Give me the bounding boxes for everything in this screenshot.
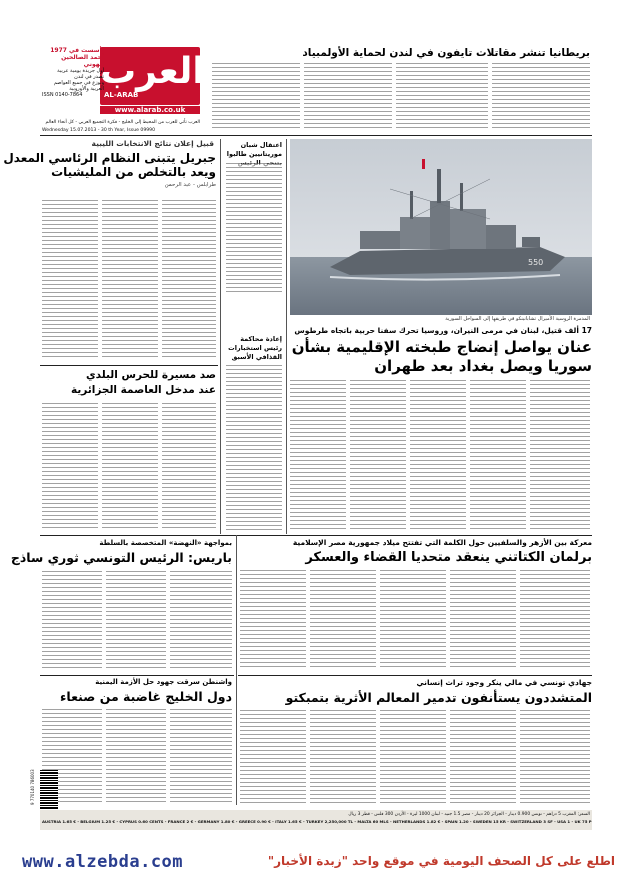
price-line-arabic: السعر: المغرب 5 دراهم - تونس 0.900 دينار - الجزائر 20 دينار - مصر 1.5 جنيه - لبنان 1000 ليرة - الأردن 300 فلس - قطر 3 ريال	[348, 812, 590, 817]
column-divider	[236, 535, 237, 805]
section-rule	[238, 675, 592, 676]
column-divider	[220, 139, 221, 534]
logo-arabic: العرب	[100, 51, 205, 92]
founder-line: تصدر في لندن	[74, 74, 104, 80]
sidebar-col	[226, 365, 282, 530]
photo-caption: المدمرة الروسية الأميرال تشابانينكو في طريقها إلى السواحل السورية	[445, 316, 590, 322]
logo-latin: AL-ARAB	[104, 91, 139, 99]
promo-banner	[0, 848, 632, 882]
mali-kicker: جهادي تونسي في مالي ينكر وجود تراث إنساني	[416, 678, 592, 687]
algeria-col	[102, 403, 158, 531]
section-rule	[40, 675, 234, 676]
founder-line: تأسست في 1977	[50, 47, 104, 54]
egypt-col	[240, 570, 306, 670]
promo-text[interactable]: اطلع على كل الصحف اليومية في موقع واحد "زبدة الأخبار"	[267, 854, 615, 868]
founder-line: العربية والأوروبية	[69, 86, 104, 92]
algeria-headline-line1[interactable]: صد مسيرة للحرس البلدي	[86, 369, 216, 381]
column-divider	[286, 139, 287, 534]
lead-col	[410, 380, 466, 530]
masthead-tagline: العرب تأتي للعرب من المحيط إلى الخليج - فكرة التجميع العربي - كل أنحاء العالم	[45, 120, 200, 125]
gulf-col	[106, 709, 166, 805]
mali-col	[520, 710, 590, 805]
libya-col	[162, 200, 216, 360]
mali-headline[interactable]: المتشددون يستأنفون تدمير المعالم الأثرية بتمبكتو	[285, 690, 592, 705]
promo-website[interactable]: www.alzebda.com	[22, 852, 184, 872]
sidebar-subhead-text: إعادة محاكمة رئيس استخبارات القذافي	[228, 335, 282, 361]
top-story-col	[492, 63, 590, 131]
lead-story-headline-line1[interactable]: عنان يواصل إنضاج طبخته الإقليمية بشأن	[291, 338, 592, 356]
section-rule	[40, 365, 218, 366]
logo	[100, 47, 205, 105]
tunisia-col	[170, 571, 232, 671]
top-story-col	[396, 63, 488, 131]
mali-col	[450, 710, 516, 805]
masthead-rule	[40, 135, 592, 136]
section-rule	[40, 535, 592, 536]
mali-col	[380, 710, 446, 805]
algeria-headline-line2[interactable]: عند مدخل العاصمة الجزائرية	[71, 384, 216, 396]
sidebar-subhead-text2: الأسبق	[231, 353, 254, 361]
lead-col	[350, 380, 406, 530]
libya-byline: طرابلس - عبد الرحمن	[164, 182, 216, 188]
barcode	[40, 770, 58, 810]
libya-col	[102, 200, 158, 360]
libya-col	[42, 200, 98, 360]
issn: ISSN 0140-7864	[42, 92, 83, 98]
tunisia-col	[42, 571, 102, 671]
tunisia-headline[interactable]: باريس: الرئيس التونسي ثوري ساذج	[10, 550, 232, 565]
price-bar	[40, 810, 592, 830]
gulf-col	[170, 709, 232, 805]
price-line-latin: AUSTRIA 1.65 € - BELGIUM 1.25 € - CYPRUS 0.60 CENTS - FRANCE 2 € - GERMANY 1.80 € - GREECE 0.90 € - ITALY 1.65 € - TURKEY 2,250,000 TL - MALTA 60 MLS - NETHERLANDS 1.82 € - SPAIN 1.20 - SWEDEN 15 KR - SWITZERLAND 3 SF - USA 1 - UK 75 P	[42, 819, 592, 824]
egypt-headline[interactable]: برلمان الكتاتني ينعقد متحديا القضاء والعسكر	[305, 550, 592, 565]
mali-col	[240, 710, 306, 805]
libya-headline-line2[interactable]: ويعد بالتخلص من المليشيات	[51, 165, 216, 179]
tunisia-kicker: بمواجهة «النهضة» المتخصصة بالسلطة	[99, 539, 232, 547]
newspaper-page	[3, 35, 602, 835]
founder-line: أحمد الصالحين الهوني	[61, 54, 104, 68]
date-line: Wednesday 15.07.2013 - 30 th Year, Issue 09990	[42, 128, 156, 133]
libya-kicker: قبيل إعلان نتائج الانتخابات الليبية	[91, 139, 214, 148]
founder-box-text	[42, 47, 104, 98]
barcode-number: 9 770140 786003	[30, 769, 35, 805]
egypt-col	[450, 570, 516, 670]
warship-image	[290, 139, 592, 315]
founder-box	[42, 47, 104, 105]
mali-col	[310, 710, 376, 805]
lead-col	[290, 380, 346, 530]
founder-line: أول جريدة يومية عربية	[57, 68, 104, 74]
sidebar-headline[interactable]: اعتقال شبان موريتانيين طالبوا	[226, 141, 282, 158]
top-story-headline[interactable]: بريطانيا تنشر مقاتلات تايفون في لندن لحماية الأولمبياد	[302, 47, 590, 59]
tunisia-col	[106, 571, 166, 671]
sidebar-col	[226, 163, 282, 295]
masthead-website[interactable]: www.alarab.co.uk	[100, 106, 200, 114]
sidebar-subhead[interactable]	[224, 335, 282, 362]
warship-photo	[290, 139, 592, 315]
founder-line: وتوزع في جميع العواصم	[53, 80, 104, 86]
lead-col	[530, 380, 590, 530]
top-story-col	[212, 63, 300, 131]
gulf-kicker: واشنطن سرقت جهود حل الأزمة اليمنية	[95, 678, 232, 686]
lead-col	[470, 380, 526, 530]
top-story-col	[304, 63, 392, 131]
algeria-col	[42, 403, 98, 531]
egypt-col	[520, 570, 590, 670]
algeria-col	[162, 403, 216, 531]
egypt-col	[310, 570, 376, 670]
lead-story-headline-line2[interactable]: سوريا ويصل بغداد بعد طهران	[374, 357, 592, 375]
egypt-kicker: معركة بين الأزهر والسلفيين حول الكلمة التي تفتتح ميلاد جمهورية مصر الإسلامية	[292, 538, 592, 547]
libya-headline-line1[interactable]: جبريل يتبنى النظام الرئاسي المعدل	[3, 151, 216, 165]
egypt-col	[380, 570, 446, 670]
gulf-headline[interactable]: دول الخليج غاضبة من صنعاء	[60, 689, 232, 704]
lead-story-kicker: 17 ألف قتيل، لبنان في مرمى النيران، وروسيا تحرك سفنا حربية باتجاه طرطوس	[294, 326, 592, 335]
hull-number: 550	[528, 258, 544, 267]
